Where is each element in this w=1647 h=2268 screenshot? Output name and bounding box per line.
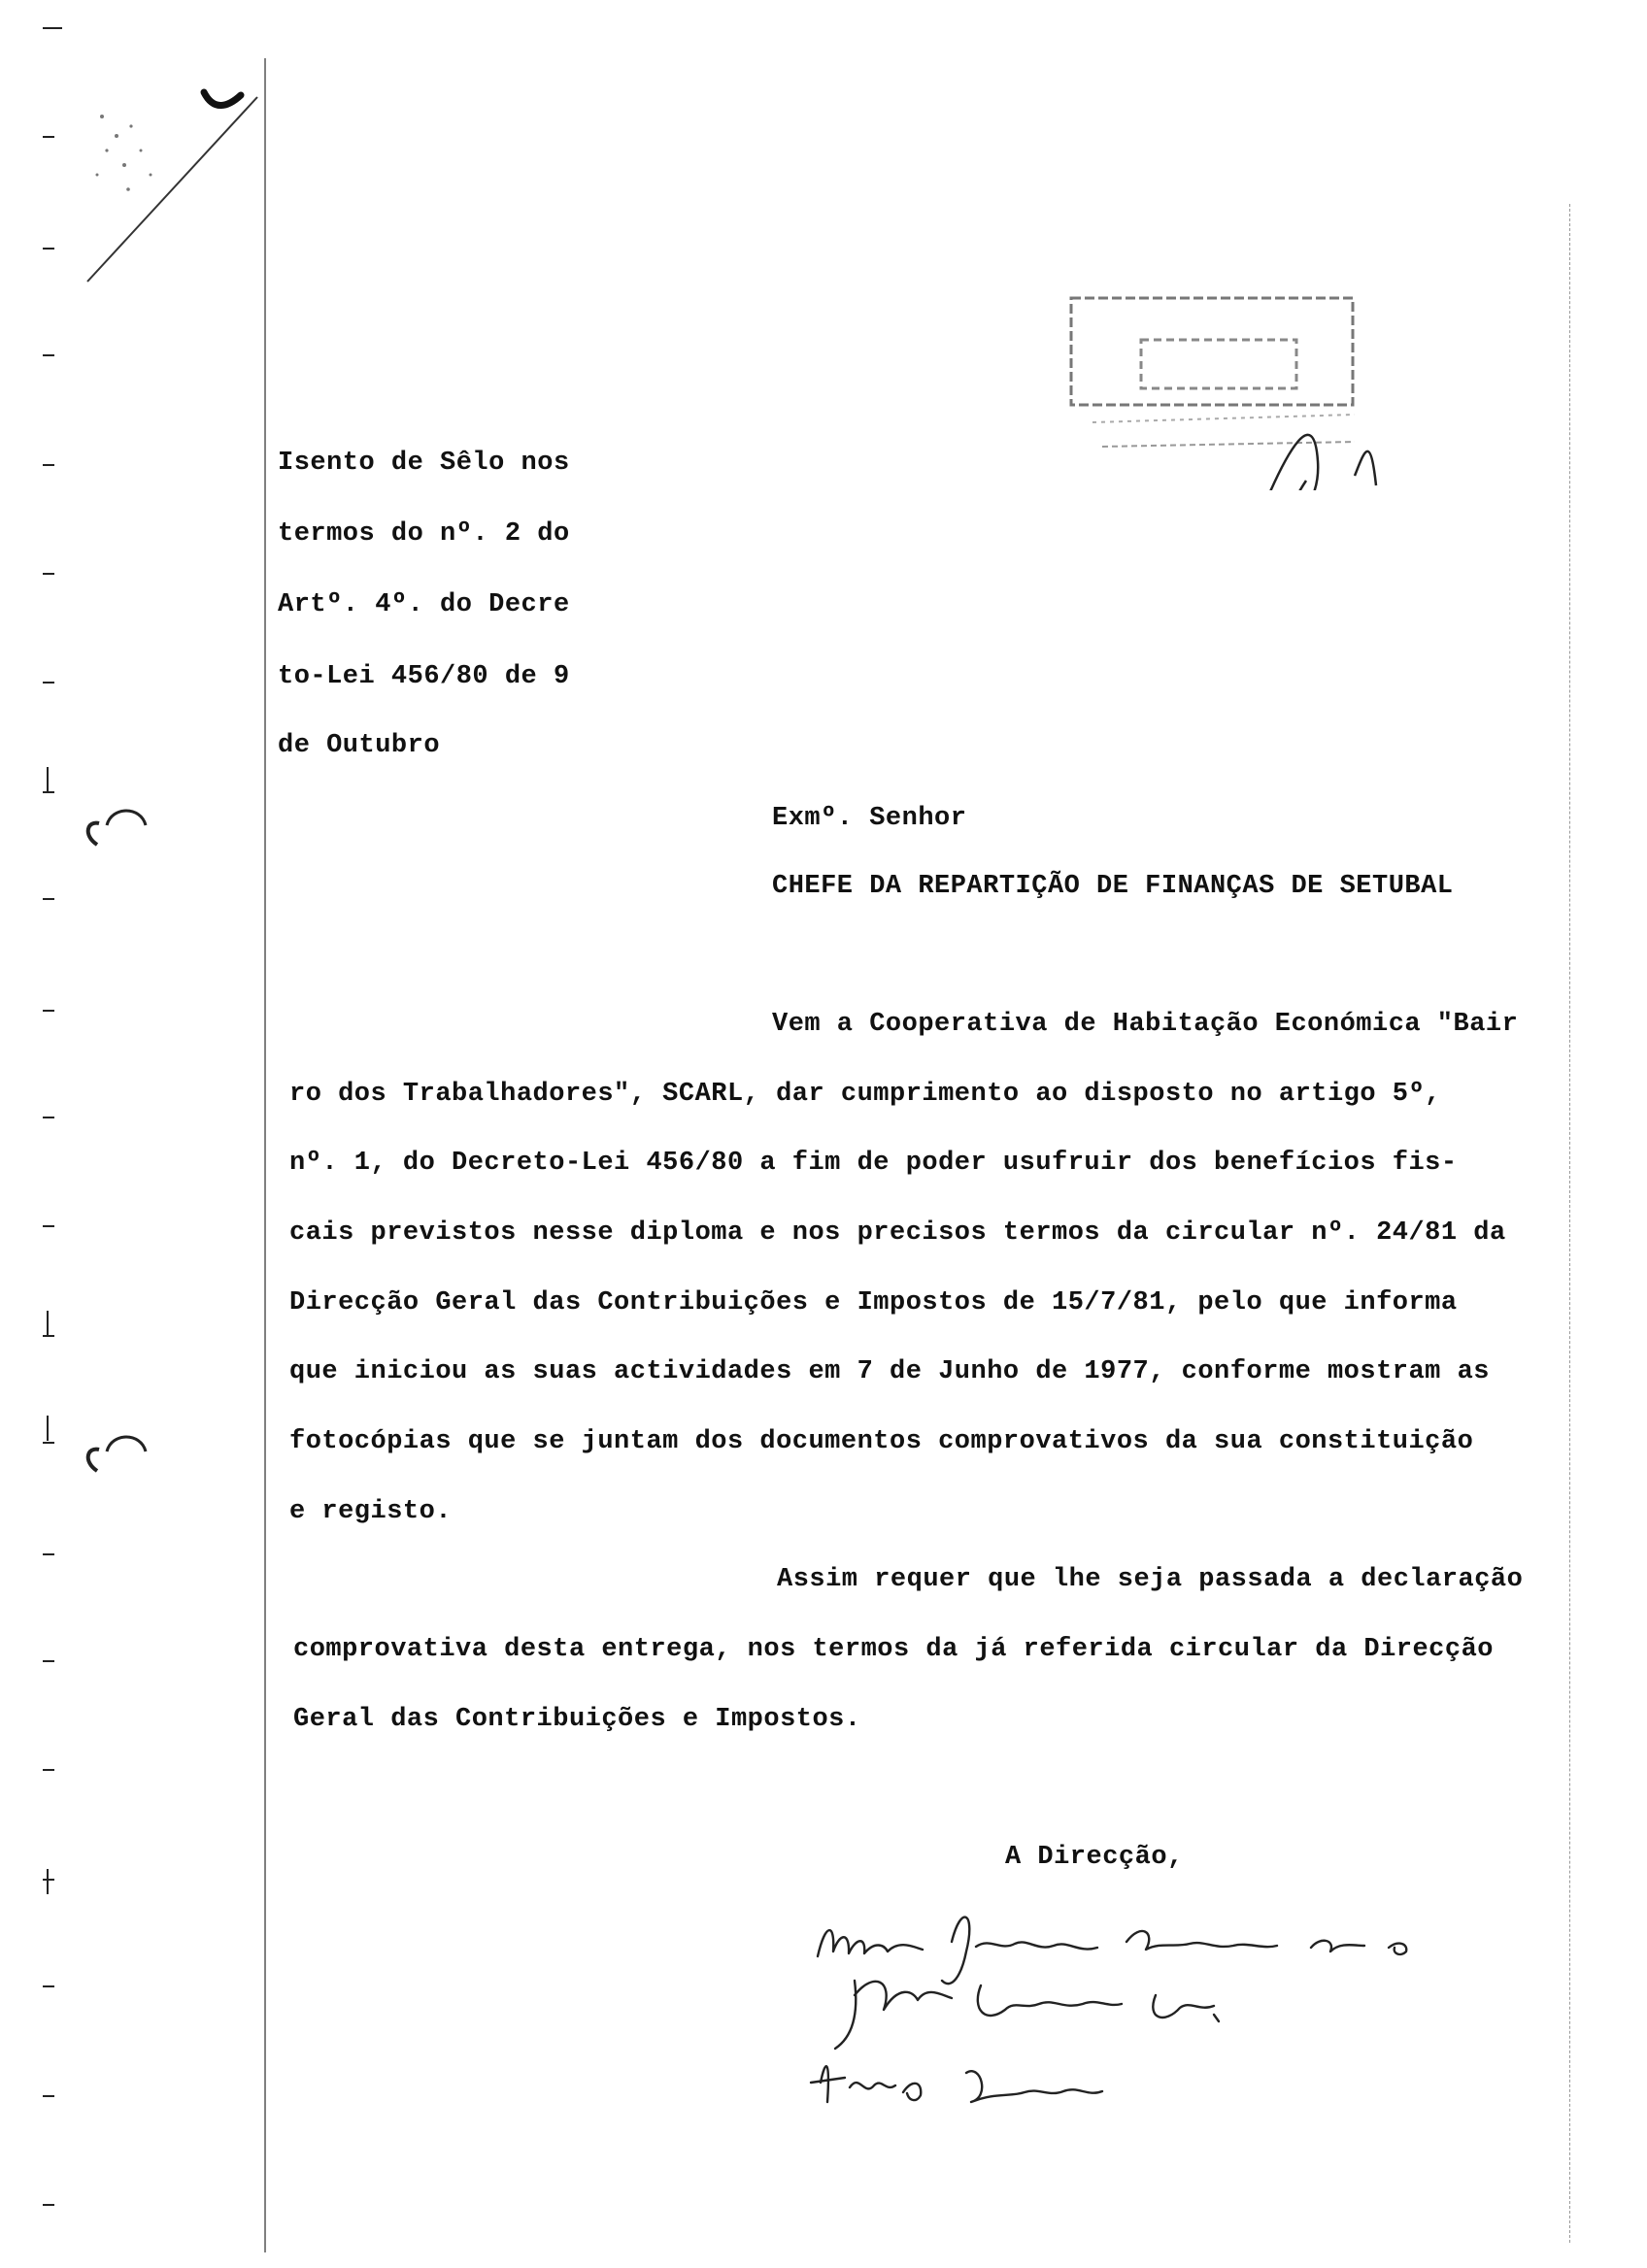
paragraph-line: Geral das Contribuições e Impostos. [293, 1705, 861, 1734]
margin-tick [43, 1117, 54, 1118]
margin-tick [43, 573, 54, 575]
margin-tick [47, 1311, 49, 1336]
side-note-line: Artº. 4º. do Decre [278, 590, 570, 619]
pen-check-mark [58, 58, 272, 291]
margin-tick [43, 354, 54, 356]
margin-tick [47, 767, 49, 792]
paragraph-line: e registo. [289, 1497, 453, 1526]
paragraph-line: fotocópias que se juntam dos documentos comprovativos da sua constituição [289, 1427, 1474, 1456]
margin-tick [43, 2204, 54, 2206]
paragraph-line: Vem a Cooperativa de Habitação Económica "Bair [772, 1010, 1519, 1039]
margin-tick [43, 136, 54, 138]
margin-tick [43, 1769, 54, 1771]
paragraph-line: ro dos Trabalhadores", SCARL, dar cumprimento ao disposto no artigo 5º, [289, 1080, 1441, 1109]
side-note-line: to-Lei 456/80 de 9 [278, 662, 570, 691]
margin-tick [43, 1442, 54, 1444]
margin-tick [43, 1553, 54, 1555]
paragraph-line: cais previstos nesse diploma e nos precisos termos da circular nº. 24/81 da [289, 1218, 1506, 1248]
margin-tick [43, 1010, 54, 1012]
margin-tick [47, 1416, 49, 1441]
salutation: Exmº. Senhor [772, 804, 967, 833]
side-note-line: de Outubro [278, 731, 441, 760]
paragraph-line: que iniciou as suas actividades em 7 de Junho de 1977, conforme mostram as [289, 1357, 1490, 1386]
paragraph-line: nº. 1, do Decreto-Lei 456/80 a fim de poder usufruir dos benefícios fis- [289, 1149, 1458, 1178]
closing: A Direcção, [1005, 1843, 1184, 1872]
margin-tick [43, 1660, 54, 1662]
paragraph-line: Assim requer que lhe seja passada a declaração [777, 1565, 1524, 1594]
margin-tick [43, 898, 54, 900]
punch-hole-mark [68, 1413, 155, 1500]
side-note-line: termos do nº. 2 do [278, 519, 570, 549]
margin-tick [43, 791, 54, 793]
margin-tick [43, 682, 54, 684]
paragraph-line: comprovativa desta entrega, nos termos da já referida circular da Direcção [293, 1635, 1494, 1664]
receipt-stamp [1063, 286, 1394, 490]
handwritten-signatures [806, 1903, 1525, 2126]
margin-tick [43, 1879, 54, 1881]
side-note-line: Isento de Sêlo nos [278, 449, 570, 478]
margin-tick [43, 464, 54, 466]
margin-tick [43, 248, 54, 250]
margin-tick [43, 1225, 54, 1227]
margin-tick [43, 2095, 54, 2097]
punch-hole-mark [68, 786, 155, 874]
margin-tick [43, 27, 62, 29]
margin-tick [47, 1869, 49, 1894]
margin-tick [43, 1335, 54, 1337]
right-margin-rule [1569, 204, 1571, 2243]
paragraph-line: Direcção Geral das Contribuições e Impostos de 15/7/81, pelo que informa [289, 1288, 1458, 1317]
addressee-title: CHEFE DA REPARTIÇÃO DE FINANÇAS DE SETUBAL [772, 872, 1454, 901]
left-margin-rule [264, 58, 266, 2252]
margin-tick [43, 1985, 54, 1987]
